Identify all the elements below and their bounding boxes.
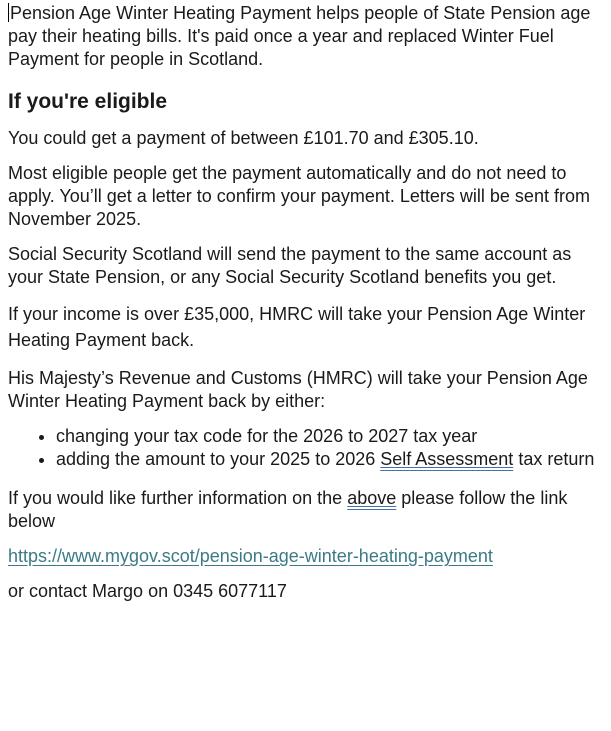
payment-range-paragraph: You could get a payment of between £101.70 and £305.10. <box>8 128 479 148</box>
further-info-paragraph: If you would like further information on the above please follow the link below <box>8 488 568 531</box>
same-account-paragraph: Social Security Scotland will send the payment to the same account as your State Pension, or any Social Security Scotland benefits you get. <box>8 244 572 287</box>
eligible-heading: If you're eligible <box>8 90 168 113</box>
url-paragraph <box>8 545 598 568</box>
mygov-url-link[interactable]: https://www.mygov.scot/pension-age-winter-heating-payment <box>8 546 493 566</box>
hmrc-intro-paragraph: His Majesty’s Revenue and Customs (HMRC) will take your Pension Age Winter Heating Payment back by either: <box>8 368 588 411</box>
above-link[interactable]: above <box>347 488 397 508</box>
income-over-paragraph: If your income is over £35,000, HMRC will take your Pension Age Winter Heating Payment back. <box>8 304 586 350</box>
document-body <box>8 2 598 615</box>
automatic-payment-paragraph: Most eligible people get the payment automatically and do not need to apply. You’ll get a letter to confirm your payment. Letters will be sent from November 2025. <box>8 163 590 229</box>
list-item: • adding the amount to your 2025 to 2026 Self Assessment tax return <box>56 448 598 471</box>
hmrc-methods-list <box>8 425 598 471</box>
self-assessment-link[interactable]: Self Assessment <box>380 449 514 469</box>
list-item: • changing your tax code for the 2026 to 2027 tax year <box>56 425 598 448</box>
text-cursor <box>8 3 9 22</box>
contact-paragraph: or contact Margo on 0345 6077117 <box>8 581 287 601</box>
intro-paragraph[interactable]: Pension Age Winter Heating Payment helps people of State Pension age pay their heating bills. It's paid once a year and replaced Winter Fuel Payment for people in Scotland. <box>8 3 591 69</box>
